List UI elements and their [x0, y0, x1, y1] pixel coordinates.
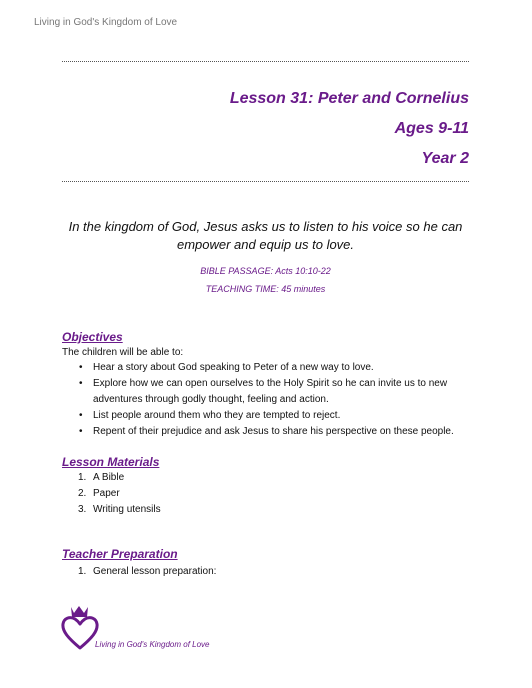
list-item: 2. Paper: [78, 488, 120, 499]
running-header: Living in God's Kingdom of Love: [34, 17, 178, 28]
bible-passage: BIBLE PASSAGE: Acts 10:10-22: [200, 266, 331, 276]
preparation-heading: Teacher Preparation: [62, 547, 178, 561]
footer-text: Living in God's Kingdom of Love: [95, 640, 210, 649]
objectives-heading: Objectives: [62, 330, 123, 344]
objectives-lead: The children will be able to:: [62, 347, 184, 358]
list-item: • Hear a story about God speaking to Peter of a new way to love.: [62, 360, 472, 376]
list-item: 1. A Bible: [78, 472, 125, 483]
objectives-list: [62, 360, 472, 440]
list-item: • List people around them who they are tempted to reject.: [62, 408, 472, 424]
lesson-title: Lesson 31: Peter and Cornelius: [229, 90, 469, 107]
materials-heading: Lesson Materials: [62, 455, 160, 469]
teaching-time: TEACHING TIME: 45 minutes: [205, 284, 326, 294]
crowned-heart-icon: [60, 603, 100, 656]
list-item: 1. General lesson preparation:: [78, 566, 217, 577]
lesson-ages: Ages 9-11: [394, 120, 469, 137]
list-item: 3. Writing utensils: [78, 504, 161, 515]
materials-list: [62, 470, 472, 518]
intro-statement: In the kingdom of God, Jesus asks us to listen to his voice so he can empower and equip us to love.: [68, 219, 463, 252]
preparation-list: [62, 564, 472, 580]
top-divider: [62, 61, 469, 62]
bottom-divider: [62, 181, 469, 182]
lesson-year: Year 2: [421, 150, 469, 167]
list-item: • Repent of their prejudice and ask Jesus to share his perspective on these people.: [62, 424, 472, 440]
list-item: • Explore how we can open ourselves to the Holy Spirit so he can invite us to new adventures through godly thought, feeling and action.: [62, 376, 472, 408]
